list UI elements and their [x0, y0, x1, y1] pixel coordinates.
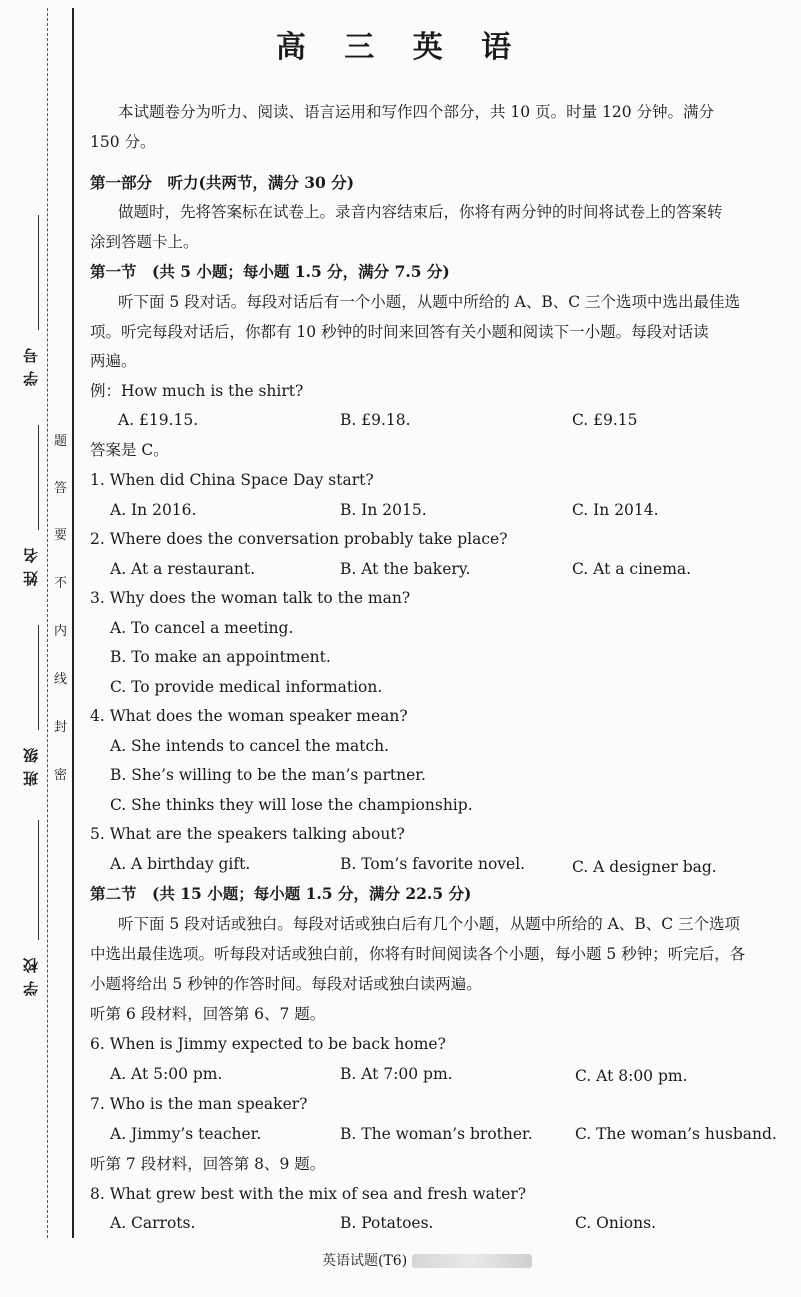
binding-line: [72, 8, 74, 1238]
option-c: C. Onions.: [575, 1214, 657, 1232]
option-b: B. To make an appointment.: [110, 648, 331, 666]
section1-instruction: 听下面 5 段对话。每段对话后有一个小题，从题中所给的 A、B、C 三个选项中选出最佳选: [118, 293, 741, 311]
question-stem: 5. What are the speakers talking about?: [90, 825, 405, 843]
option-a: A. Jimmy’s teacher.: [110, 1125, 262, 1143]
option-a: A. Carrots.: [110, 1214, 196, 1232]
option-c: C. The woman’s husband.: [575, 1125, 777, 1143]
option-a: A. At 5:00 pm.: [110, 1065, 223, 1083]
seal-char: 密: [54, 768, 68, 783]
page-number-blurred: [412, 1254, 532, 1268]
option-b: B. Tom’s favorite novel.: [340, 855, 526, 873]
part1-instruction: 涂到答题卡上。: [90, 233, 199, 251]
seal-char: 不: [54, 576, 68, 591]
option-c: C. A designer bag.: [572, 858, 717, 876]
question-stem: 6. When is Jimmy expected to be back home?: [90, 1035, 446, 1053]
option-a: A. She intends to cancel the match.: [110, 737, 390, 755]
section1-instruction: 两遍。: [90, 352, 137, 370]
footer-label: 英语试题(T6): [322, 1253, 408, 1269]
option-b: B. The woman’s brother.: [340, 1125, 533, 1143]
example-option-a: A. £19.15.: [118, 411, 199, 429]
seal-char: 答: [54, 481, 68, 496]
school-label: 学校: [22, 950, 40, 996]
section2-instruction: 小题将给出 5 秒钟的作答时间。每段对话或独白读两遍。: [90, 975, 482, 993]
option-a: A. A birthday gift.: [110, 855, 251, 873]
question-stem: 8. What grew best with the mix of sea and fresh water?: [90, 1185, 527, 1203]
option-a: A. To cancel a meeting.: [110, 619, 294, 637]
option-b: B. At the bakery.: [340, 560, 471, 578]
name-label: 姓名: [22, 540, 40, 586]
student-id-field: [38, 215, 39, 330]
page-title: 高 三 英 语: [275, 30, 526, 65]
section2-heading: 第二节 (共 15 小题；每小题 1.5 分，满分 22.5 分): [90, 884, 472, 903]
question-stem: 4. What does the woman speaker mean?: [90, 707, 408, 725]
seal-char: 封: [54, 720, 68, 735]
option-c: C. To provide medical information.: [110, 678, 383, 696]
option-c: C. She thinks they will lose the championship.: [110, 796, 473, 814]
option-b: B. She’s willing to be the man’s partner.: [110, 766, 426, 784]
section1-heading: 第一节 (共 5 小题；每小题 1.5 分，满分 7.5 分): [90, 262, 450, 281]
seal-char: 要: [54, 528, 68, 543]
fold-line-dashed: [47, 8, 48, 1238]
option-b: B. Potatoes.: [340, 1214, 434, 1232]
name-field: [38, 425, 39, 530]
intro-line: 本试题卷分为听力、阅读、语言运用和写作四个部分，共 10 页。时量 120 分钟。满分: [118, 103, 715, 121]
class-field: [38, 625, 39, 730]
example-question: 例：How much is the shirt?: [90, 382, 304, 400]
option-c: C. At 8:00 pm.: [575, 1067, 688, 1085]
student-id-label: 学号: [22, 340, 40, 386]
option-b: B. At 7:00 pm.: [340, 1065, 453, 1083]
material-note: 听第 6 段材料，回答第 6、7 题。: [90, 1005, 326, 1023]
option-a: A. At a restaurant.: [110, 560, 256, 578]
class-label: 班级: [22, 740, 40, 786]
material-note: 听第 7 段材料，回答第 8、9 题。: [90, 1155, 326, 1173]
seal-char: 题: [54, 434, 68, 449]
part1-instruction: 做题时，先将答案标在试卷上。录音内容结束后，你将有两分钟的时间将试卷上的答案转: [118, 203, 723, 221]
question-stem: 3. Why does the woman talk to the man?: [90, 589, 411, 607]
seal-char: 线: [54, 672, 68, 687]
section1-instruction: 项。听完每段对话后，你都有 10 秒钟的时间来回答有关小题和阅读下一小题。每段对话读: [90, 323, 709, 341]
example-option-b: B. £9.18.: [340, 411, 411, 429]
school-field: [38, 820, 39, 940]
intro-line: 150 分。: [90, 133, 156, 151]
seal-char: 内: [54, 624, 68, 639]
option-c: C. At a cinema.: [572, 560, 692, 578]
option-c: C. In 2014.: [572, 501, 659, 519]
question-stem: 2. Where does the conversation probably take place?: [90, 530, 508, 548]
example-answer: 答案是 C。: [90, 441, 169, 459]
section2-instruction: 中选出最佳选项。听每段对话或独白前，你将有时间阅读各个小题，每小题 5 秒钟；听完后，各: [90, 945, 746, 963]
option-b: B. In 2015.: [340, 501, 427, 519]
question-stem: 1. When did China Space Day start?: [90, 471, 374, 489]
question-stem: 7. Who is the man speaker?: [90, 1095, 308, 1113]
option-a: A. In 2016.: [110, 501, 197, 519]
example-option-c: C. £9.15: [572, 411, 638, 429]
part1-heading: 第一部分 听力(共两节，满分 30 分): [90, 173, 355, 192]
section2-instruction: 听下面 5 段对话或独白。每段对话或独白后有几个小题，从题中所给的 A、B、C 三个选项: [118, 915, 741, 933]
page-footer: [322, 1250, 532, 1270]
